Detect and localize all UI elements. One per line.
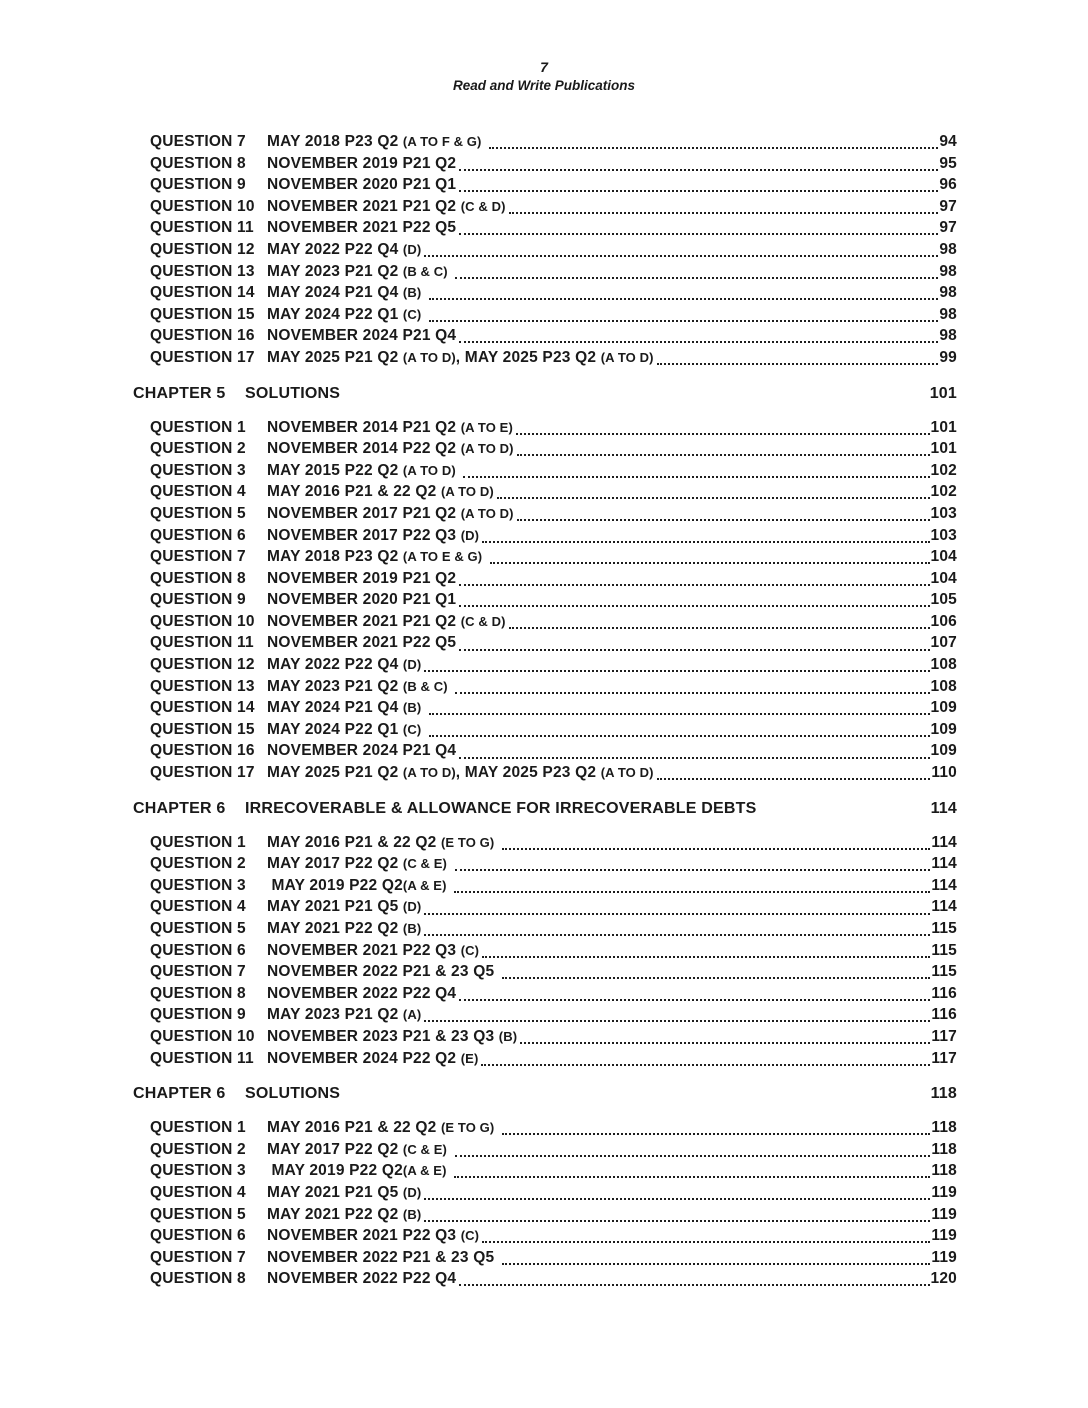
question-label: QUESTION 10 [150,197,255,215]
toc-entry-row [133,1026,957,1048]
table-of-contents [0,131,1088,1290]
entry-page-number: 119 [931,1248,957,1266]
entry-page-number: 114 [931,898,957,916]
entry-title: NOVEMBER 2021 P22 Q3 (C) [267,941,480,959]
toc-entry-row [133,347,957,369]
question-label: QUESTION 17 [150,764,255,782]
dot-leader [657,363,939,365]
entry-title: NOVEMBER 2024 P21 Q4 [267,327,457,345]
entry-page-number: 98 [939,327,957,345]
entry-title: NOVEMBER 2022 P22 Q4 [267,984,457,1002]
dot-leader [517,454,930,456]
question-label: QUESTION 12 [150,240,255,258]
question-label: QUESTION 4 [150,1183,246,1201]
entry-page-number: 98 [939,262,957,280]
title-parenthetical: (C & D) [460,613,506,629]
question-label: QUESTION 10 [150,1027,255,1045]
entry-title: MAY 2022 P22 Q4 (D) [267,656,422,674]
entry-title: NOVEMBER 2022 P21 & 23 Q5 [267,1248,499,1266]
dot-leader [459,999,930,1001]
toc-entry-row [133,611,957,633]
question-label: QUESTION 8 [150,984,246,1002]
title-parenthetical: (A TO E) [460,419,513,435]
toc-entry-row [133,654,957,676]
entry-title: MAY 2017 P22 Q2 (C & E) [267,1140,447,1158]
title-parenthetical: (A TO E & G) [402,549,483,565]
dot-leader [459,233,938,235]
entry-page-number: 102 [930,483,957,501]
entry-page-number: 110 [931,764,957,782]
title-parenthetical: (B) [402,921,422,936]
entry-page-number: 96 [939,176,957,194]
title-parenthetical: (B) [402,1206,422,1222]
toc-entry-row [133,632,957,654]
dot-leader [459,169,938,171]
entry-page-number: 108 [930,656,957,674]
dot-leader [429,735,930,737]
question-label: QUESTION 16 [150,327,255,345]
title-parenthetical: (C & E) [402,1141,447,1157]
dot-leader [502,848,931,850]
title-parenthetical: (D) [402,899,422,915]
entry-page-number: 98 [939,240,957,258]
entry-page-number: 107 [930,634,957,652]
title-parenthetical: (D) [402,1184,422,1200]
question-label: QUESTION 8 [150,154,246,172]
question-label: QUESTION 6 [150,941,246,959]
entry-title: MAY 2025 P21 Q2 (A TO D), MAY 2025 P23 Q2 (A TO D) [267,764,654,782]
question-label: QUESTION 7 [150,548,246,566]
entry-title: NOVEMBER 2021 P21 Q2 (C & D) [267,612,506,630]
question-label: QUESTION 2 [150,1140,246,1158]
toc-entry-row [133,1182,957,1204]
dot-leader [424,934,930,936]
question-label: QUESTION 2 [150,440,246,458]
chapter-page-number: 118 [930,1085,957,1103]
chapter-title: IRRECOVERABLE & ALLOWANCE FOR IRRECOVERABLE DEBTS [245,799,757,817]
entry-title: MAY 2021 P21 Q5 (D) [267,1183,422,1201]
toc-entry-row [133,719,957,741]
entry-title: MAY 2015 P22 Q2 (A TO D) [267,461,456,479]
question-label: QUESTION 9 [150,591,246,609]
dot-leader [463,476,929,478]
chapter-page-number: 114 [930,799,957,817]
toc-entry-row [133,1204,957,1226]
question-label: QUESTION 5 [150,920,246,937]
question-label: QUESTION 7 [150,1248,246,1266]
chapter-label: CHAPTER 6 [133,1085,226,1103]
dot-leader [490,562,930,564]
dot-leader [455,277,938,279]
title-parenthetical: (C & E) [402,856,447,872]
entry-page-number: 105 [930,591,957,609]
title-parenthetical: (A TO D) [600,349,654,365]
entry-page-number: 103 [930,504,957,522]
dot-leader [516,433,930,435]
question-label: QUESTION 12 [150,656,255,674]
toc-entry-row [133,940,957,962]
entry-page-number: 116 [931,984,957,1002]
dot-leader [502,1133,931,1135]
question-label: QUESTION 1 [150,1119,246,1137]
chapter-heading-row [133,798,957,820]
question-label: QUESTION 1 [150,418,246,436]
title-parenthetical: (C) [402,721,422,737]
dot-leader [509,212,939,214]
question-label: QUESTION 2 [150,855,246,873]
entry-page-number: 115 [931,941,957,959]
entry-page-number: 95 [939,154,957,172]
question-label: QUESTION 14 [150,699,255,717]
toc-entry-row [133,417,957,439]
toc-entry-row [133,875,957,897]
dot-leader [424,255,938,257]
entry-page-number: 118 [931,1162,957,1180]
dot-leader [424,1020,930,1022]
title-parenthetical: (D) [402,241,422,257]
dot-leader [459,1284,929,1286]
toc-entry-row [133,1247,957,1269]
entry-page-number: 115 [931,920,957,937]
dot-leader [455,869,931,871]
title-parenthetical: (C) [460,1228,480,1244]
entry-page-number: 120 [930,1270,957,1288]
toc-entry-row [133,131,957,153]
toc-entry-row [133,1225,957,1247]
entry-page-number: 119 [931,1205,957,1223]
title-parenthetical: (E TO G) [440,834,495,850]
entry-title: MAY 2016 P21 & 22 Q2 (E TO G) [267,1119,495,1137]
dot-leader [424,913,930,915]
dot-leader [481,1064,930,1066]
entry-page-number: 114 [931,876,957,894]
title-parenthetical: (A TO D) [440,484,494,500]
dot-leader [502,1263,931,1265]
dot-leader [482,541,929,543]
entry-page-number: 109 [930,699,957,717]
entry-page-number: 118 [931,1140,957,1158]
entry-title: NOVEMBER 2022 P21 & 23 Q5 [267,963,499,981]
entry-page-number: 117 [931,1027,957,1045]
dot-leader [459,584,929,586]
toc-entry-row [133,853,957,875]
dot-leader [424,1220,930,1222]
entry-title: NOVEMBER 2020 P21 Q1 [267,591,457,609]
entry-page-number: 98 [939,284,957,302]
title-parenthetical: (D) [460,527,480,543]
dot-leader [459,757,929,759]
entry-title: MAY 2021 P22 Q2 (B) [267,920,422,937]
dot-leader [509,627,930,629]
entry-page-number: 106 [930,612,957,630]
question-label: QUESTION 16 [150,742,255,760]
entry-title: NOVEMBER 2021 P21 Q2 (C & D) [267,197,506,215]
title-parenthetical: (C) [402,306,422,322]
dot-leader [429,320,939,322]
question-label: QUESTION 13 [150,677,255,695]
entry-page-number: 94 [939,133,957,150]
title-parenthetical: (A TO D) [402,349,456,365]
entry-page-number: 109 [930,742,957,760]
entry-title: MAY 2023 P21 Q2 (B & C) [267,262,448,280]
question-label: QUESTION 3 [150,1162,246,1180]
entry-title: NOVEMBER 2023 P21 & 23 Q3 (B) [267,1027,518,1045]
chapter-label: CHAPTER 5 [133,384,226,402]
toc-entry-row [133,896,957,918]
toc-entry-row [133,1268,957,1290]
toc-entry-row [133,1160,957,1182]
entry-title: MAY 2017 P22 Q2 (C & E) [267,855,447,873]
question-label: QUESTION 11 [150,219,254,237]
toc-entry-row [133,153,957,175]
dot-leader [459,341,938,343]
entry-title: MAY 2024 P22 Q1 (C) [267,305,422,323]
title-parenthetical: (B & C) [402,263,448,279]
question-label: QUESTION 1 [150,833,246,851]
title-parenthetical: (B) [402,285,422,301]
entry-page-number: 119 [931,1183,957,1201]
toc-entry-row [133,503,957,525]
entry-page-number: 119 [931,1227,957,1245]
toc-entry-row [133,438,957,460]
publisher-name: Read and Write Publications [452,78,636,93]
toc-entry-row [133,282,957,304]
question-label: QUESTION 4 [150,898,246,916]
entry-title: NOVEMBER 2019 P21 Q2 [267,569,457,587]
entry-page-number: 104 [930,548,957,566]
entry-page-number: 102 [930,461,957,479]
dot-leader [502,977,931,979]
question-label: QUESTION 5 [150,504,246,522]
question-label: QUESTION 9 [150,1006,246,1024]
entry-title: NOVEMBER 2017 P22 Q3 (D) [267,526,480,544]
dot-leader [657,778,931,780]
title-parenthetical: (B & C) [402,678,448,694]
entry-title: NOVEMBER 2021 P22 Q5 [267,219,457,237]
entry-title: MAY 2022 P22 Q4 (D) [267,240,422,258]
question-label: QUESTION 14 [150,284,255,302]
entry-title: MAY 2018 P23 Q2 (A TO E & G) [267,548,483,566]
title-parenthetical: (A TO D) [402,765,456,781]
title-parenthetical: (D) [402,657,422,673]
entry-page-number: 116 [931,1006,957,1024]
question-label: QUESTION 9 [150,176,246,194]
entry-page-number: 115 [931,963,957,981]
question-label: QUESTION 4 [150,483,246,501]
toc-entry-row [133,525,957,547]
question-label: QUESTION 7 [150,963,246,981]
entry-page-number: 101 [930,418,957,436]
entry-title: MAY 2016 P21 & 22 Q2 (E TO G) [267,833,495,851]
title-parenthetical: (A TO D) [402,462,456,478]
entry-page-number: 97 [939,219,957,237]
question-label: QUESTION 6 [150,526,246,544]
entry-page-number: 108 [930,677,957,695]
entry-title: NOVEMBER 2021 P22 Q5 [267,634,457,652]
question-label: QUESTION 17 [150,348,255,366]
chapter-title: SOLUTIONS [245,384,341,402]
question-label: QUESTION 5 [150,1205,246,1223]
title-parenthetical: (A TO F & G) [402,134,482,149]
entry-title: MAY 2024 P21 Q4 (B) [267,699,422,717]
dot-leader [429,713,930,715]
entry-title: MAY 2023 P21 Q2 (B & C) [267,677,448,695]
question-label: QUESTION 10 [150,612,255,630]
entry-page-number: 99 [939,348,957,366]
title-parenthetical: (C & D) [460,198,506,214]
toc-entry-row [133,304,957,326]
title-parenthetical: (B) [402,700,422,716]
entry-title: NOVEMBER 2022 P22 Q4 [267,1270,457,1288]
toc-entry-row [133,460,957,482]
toc-entry-row [133,697,957,719]
toc-entry-row [133,568,957,590]
toc-entry-row [133,481,957,503]
entry-title: MAY 2021 P21 Q5 (D) [267,898,422,916]
entry-title: MAY 2019 P22 Q2(A & E) [267,876,447,894]
chapter-page-number: 101 [929,384,957,402]
entry-title: NOVEMBER 2024 P22 Q2 (E) [267,1049,479,1067]
dot-leader [482,1241,930,1243]
dot-leader [459,190,938,192]
chapter-heading-row [133,383,957,405]
title-parenthetical: (B) [498,1028,518,1044]
page-number: 7 [540,59,548,75]
dot-leader [455,692,929,694]
dot-leader [459,605,929,607]
toc-entry-row [133,546,957,568]
chapter-label: CHAPTER 6 [133,799,226,817]
entry-title: MAY 2018 P23 Q2 (A TO F & G) [267,133,482,150]
title-parenthetical: (A & E) [402,1163,447,1179]
entry-title: NOVEMBER 2020 P21 Q1 [267,176,457,194]
entry-page-number: 117 [931,1049,957,1067]
question-label: QUESTION 15 [150,305,255,323]
entry-page-number: 109 [930,720,957,738]
question-label: QUESTION 11 [150,1049,254,1067]
toc-entry-row [133,961,957,983]
dot-leader [482,956,930,958]
entry-page-number: 101 [930,440,957,458]
toc-entry-row [133,740,957,762]
toc-entry-row [133,832,957,854]
question-label: QUESTION 8 [150,569,246,587]
toc-entry-row [133,918,957,940]
toc-entry-row [133,174,957,196]
entry-title: NOVEMBER 2014 P22 Q2 (A TO D) [267,440,514,458]
page-header [0,58,1088,95]
entry-page-number: 114 [931,855,957,873]
entry-title: NOVEMBER 2024 P21 Q4 [267,742,457,760]
question-label: QUESTION 11 [150,634,254,652]
entry-title: MAY 2024 P21 Q4 (B) [267,284,422,302]
entry-title: MAY 2025 P21 Q2 (A TO D), MAY 2025 P23 Q2 (A TO D) [267,348,654,366]
toc-entry-row [133,1004,957,1026]
dot-leader [520,1042,930,1044]
toc-entry-row [133,239,957,261]
dot-leader [497,497,930,499]
entry-page-number: 103 [930,526,957,544]
question-label: QUESTION 6 [150,1227,246,1245]
dot-leader [424,670,929,672]
chapter-heading-row [133,1083,957,1105]
title-parenthetical: (A) [402,1007,422,1023]
question-label: QUESTION 8 [150,1270,246,1288]
entry-title: NOVEMBER 2021 P22 Q3 (C) [267,1227,480,1245]
title-parenthetical: (E TO G) [440,1120,495,1136]
title-parenthetical: (A TO D) [460,441,514,457]
entry-title: NOVEMBER 2019 P21 Q2 [267,154,457,172]
toc-entry-row [133,1117,957,1139]
entry-page-number: 97 [939,197,957,215]
toc-entry-row [133,589,957,611]
entry-title: MAY 2021 P22 Q2 (B) [267,1205,422,1223]
dot-leader [459,649,929,651]
entry-title: MAY 2023 P21 Q2 (A) [267,1006,422,1024]
dot-leader [454,891,930,893]
dot-leader [517,519,930,521]
entry-page-number: 114 [931,833,957,851]
toc-entry-row [133,196,957,218]
toc-entry-row [133,676,957,698]
entry-title: MAY 2019 P22 Q2(A & E) [267,1162,447,1180]
toc-entry-row [133,1048,957,1070]
toc-entry-row [133,1139,957,1161]
entry-page-number: 98 [939,305,957,323]
question-label: QUESTION 13 [150,262,255,280]
toc-entry-row [133,325,957,347]
toc-entry-row [133,217,957,239]
dot-leader [429,298,939,300]
title-parenthetical: (A TO D) [600,765,654,781]
question-label: QUESTION 7 [150,133,246,150]
dot-leader [489,147,938,149]
question-label: QUESTION 3 [150,876,246,894]
entry-title: NOVEMBER 2017 P21 Q2 (A TO D) [267,504,514,522]
entry-title: MAY 2024 P22 Q1 (C) [267,720,422,738]
question-label: QUESTION 15 [150,720,255,738]
entry-title: NOVEMBER 2014 P21 Q2 (A TO E) [267,418,513,436]
toc-entry-row [133,762,957,784]
toc-entry-row [133,983,957,1005]
title-parenthetical: (A & E) [402,877,447,893]
dot-leader [455,1155,931,1157]
entry-page-number: 118 [931,1119,957,1137]
entry-title: MAY 2016 P21 & 22 Q2 (A TO D) [267,483,494,501]
dot-leader [454,1176,930,1178]
dot-leader [424,1198,930,1200]
title-parenthetical: (A TO D) [460,505,514,521]
entry-page-number: 104 [930,569,957,587]
question-label: QUESTION 3 [150,461,246,479]
title-parenthetical: (E) [460,1050,479,1066]
title-parenthetical: (C) [460,942,480,958]
toc-entry-row [133,261,957,283]
chapter-title: SOLUTIONS [245,1085,341,1103]
